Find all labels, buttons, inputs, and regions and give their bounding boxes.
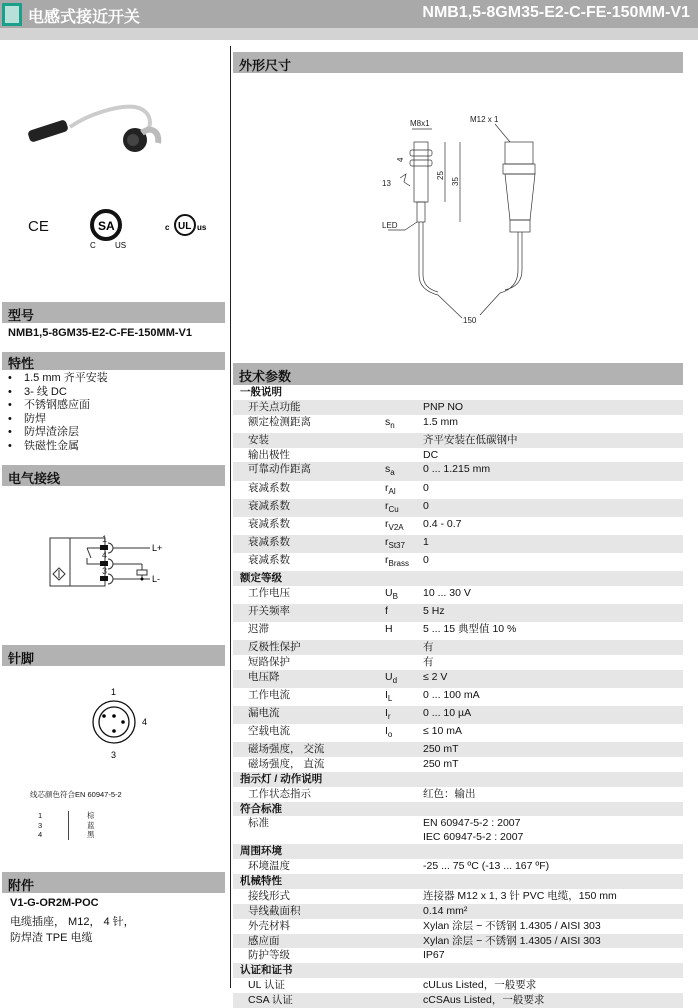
spec-symbol xyxy=(385,978,423,993)
category-title: 电感式接近开关 xyxy=(28,9,141,26)
spec-label: UL 认证 xyxy=(248,979,285,992)
spec-row xyxy=(233,742,683,757)
wire-color-row: 3 蓝 xyxy=(38,820,95,830)
spec-label: 衰减系数 xyxy=(233,535,385,553)
spec-symbol xyxy=(385,757,423,772)
spec-label: 空载电流 xyxy=(248,725,290,738)
features-heading: 特性 xyxy=(2,352,225,370)
spec-value: 连接器 M12 x 1, 3 针 PVC 电缆，150 mm xyxy=(423,889,617,902)
spec-label: 安装 xyxy=(233,433,385,448)
spec-row xyxy=(233,816,683,844)
spec-value: ≤ 10 mA xyxy=(423,725,463,738)
spec-label: 感应面 xyxy=(233,934,385,949)
spec-section-header xyxy=(233,571,683,586)
svg-text:13: 13 xyxy=(382,179,391,188)
accessory-description: 电缆插座， M12， 4 针， 防焊渣 TPE 电缆 xyxy=(10,916,135,944)
spec-value: ≤ 2 V xyxy=(423,670,683,688)
spec-row xyxy=(233,586,683,604)
wiring-heading: 电气接线 xyxy=(2,465,225,486)
spec-value: 有 xyxy=(423,656,434,668)
spec-label: 标准 xyxy=(248,817,269,830)
spec-label: 工作电压 xyxy=(248,586,290,599)
svg-text:3: 3 xyxy=(111,750,117,760)
dimensions-heading: 外形尺寸 xyxy=(233,52,683,73)
spec-value: EN 60947-5-2 : 2007 IEC 60947-5-2 : 2007 xyxy=(423,817,524,844)
spec-label: 导线截面积 xyxy=(233,904,385,919)
spec-row xyxy=(233,448,683,463)
spec-row xyxy=(233,517,683,535)
spec-value: IP67 xyxy=(423,949,445,962)
spec-value: 红色：输出 xyxy=(423,787,476,800)
spec-row xyxy=(233,724,683,742)
spec-value: cCSAus Listed，一般要求 xyxy=(423,993,683,1008)
spec-row xyxy=(233,904,683,919)
spec-row xyxy=(233,859,683,874)
spec-value: DC xyxy=(423,448,439,461)
spec-value: 10 ... 30 V xyxy=(423,586,471,599)
spec-value: cULus Listed，一般要求 xyxy=(423,979,537,992)
spec-row xyxy=(233,622,683,640)
spec-value: 0 ... 10 µA xyxy=(423,706,683,724)
column-divider xyxy=(230,46,231,988)
spec-symbol: $r_{Cu}$ xyxy=(385,499,423,517)
spec-label: 衰减系数 xyxy=(233,499,385,517)
spec-value: 5 ... 15 典型值 10 % xyxy=(423,623,517,636)
spec-row xyxy=(233,919,683,934)
spec-label: 衰减系数 xyxy=(248,481,290,494)
spec-section-header xyxy=(233,802,683,817)
spec-label: 外壳材料 xyxy=(248,919,290,932)
spec-value: 有 xyxy=(423,640,683,655)
spec-symbol xyxy=(385,889,423,904)
spec-symbol xyxy=(385,400,423,415)
spec-value: 0 ... 100 mA xyxy=(423,688,480,701)
spec-value: 齐平安装在低碳钢中 xyxy=(423,433,683,448)
spec-value: 1 xyxy=(423,535,683,553)
spec-value: PNP NO xyxy=(423,400,683,415)
spec-table xyxy=(233,385,683,1008)
spec-symbol: $U_B$ xyxy=(385,586,398,601)
svg-text:1: 1 xyxy=(102,534,108,544)
spec-row xyxy=(233,499,683,517)
model-title: NMB1,5-8GM35-E2-C-FE-150MM-V1 xyxy=(422,4,690,21)
spec-section-header xyxy=(233,874,683,889)
spec-section-header xyxy=(233,385,683,400)
spec-symbol xyxy=(385,816,423,844)
spec-label: 开关频率 xyxy=(233,604,385,622)
section-title: 认证和证书 xyxy=(233,963,683,978)
sub-bar xyxy=(0,28,698,40)
spec-symbol: H xyxy=(385,623,393,636)
spec-row xyxy=(233,433,683,448)
spec-section-header xyxy=(233,963,683,978)
spec-label: CSA 认证 xyxy=(233,993,385,1008)
spec-row xyxy=(233,553,683,571)
spec-label: 短路保护 xyxy=(248,656,290,668)
spec-row xyxy=(233,757,683,772)
spec-label: 输出极性 xyxy=(248,448,290,461)
section-title: 机械特性 xyxy=(233,874,683,889)
accessory-name: V1-G-OR2M-POC xyxy=(10,897,99,909)
spec-symbol xyxy=(385,934,423,949)
ce-mark: CE xyxy=(28,218,49,235)
wire-color-row: 1 棕 xyxy=(38,811,95,820)
spec-value: 250 mT xyxy=(423,742,683,757)
spec-label: 工作电流 xyxy=(248,688,290,701)
spec-section-header xyxy=(233,844,683,859)
spec-symbol: $U_d$ xyxy=(385,670,423,688)
spec-value: Xylan 涂层 − 不锈钢 1.4305 / AISI 303 xyxy=(423,919,601,932)
spec-row xyxy=(233,688,683,706)
spec-label: 衰减系数 xyxy=(248,553,290,566)
spec-symbol: $s_a$ xyxy=(385,462,423,480)
spec-symbol: $r_{St37}$ xyxy=(385,535,423,553)
svg-text:35: 35 xyxy=(451,177,460,186)
csa-logo xyxy=(88,208,128,250)
spec-row xyxy=(233,400,683,415)
svg-text:25: 25 xyxy=(436,171,445,180)
spec-row xyxy=(233,787,683,802)
spec-symbol xyxy=(385,433,423,448)
spec-label: 环境温度 xyxy=(248,860,290,873)
svg-text:150: 150 xyxy=(463,316,477,325)
ul-logo xyxy=(165,210,217,240)
svg-text:3: 3 xyxy=(102,566,108,576)
svg-text:C: C xyxy=(90,241,96,250)
spec-label: 磁场强度， 交流 xyxy=(233,742,385,757)
svg-text:M8x1: M8x1 xyxy=(410,119,430,128)
dimension-drawing xyxy=(370,110,550,325)
spec-row xyxy=(233,948,683,963)
spec-symbol: $s_n$ xyxy=(385,415,395,430)
spec-label: 工作状态指示 xyxy=(248,787,311,800)
spec-row xyxy=(233,670,683,688)
svg-text:LED: LED xyxy=(382,221,398,230)
spec-row xyxy=(233,640,683,655)
spec-label: 开关点功能 xyxy=(233,400,385,415)
section-title: 指示灯 / 动作说明 xyxy=(233,772,683,787)
brand-square-icon xyxy=(2,3,22,26)
accessory-heading: 附件 xyxy=(2,872,225,893)
spec-label: 电压降 xyxy=(233,670,385,688)
spec-row xyxy=(233,889,683,904)
spec-value: 0 xyxy=(423,499,683,517)
section-title: 周围环境 xyxy=(233,844,683,859)
spec-value: 5 Hz xyxy=(423,604,683,622)
spec-symbol: $r_{Brass}$ xyxy=(385,553,409,569)
spec-symbol: $I_o$ xyxy=(385,725,393,740)
wire-color-row: 4 黑 xyxy=(38,830,95,839)
svg-text:4: 4 xyxy=(396,157,405,162)
spec-row xyxy=(233,655,683,670)
spec-row xyxy=(233,934,683,949)
feature-item: • 3- 线 DC xyxy=(2,386,108,400)
model-value: NMB1,5-8GM35-E2-C-FE-150MM-V1 xyxy=(8,327,192,339)
spec-value: 0 ... 1.215 mm xyxy=(423,462,683,480)
spec-row xyxy=(233,481,683,499)
wiring-diagram xyxy=(45,530,175,610)
svg-text:4: 4 xyxy=(142,717,148,727)
svg-text:L+: L+ xyxy=(152,543,163,553)
svg-text:1: 1 xyxy=(111,687,117,697)
svg-text:UL: UL xyxy=(178,221,192,232)
svg-text:4: 4 xyxy=(102,550,108,560)
spec-symbol: f xyxy=(385,604,423,622)
spec-label: 磁场强度， 直流 xyxy=(248,758,325,771)
feature-item: • 防焊渣涂层 xyxy=(2,426,108,440)
specs-heading: 技术参数 xyxy=(233,363,683,385)
spec-symbol: $r_{V2A}$ xyxy=(385,517,404,532)
spec-symbol xyxy=(385,859,423,874)
section-title: 符合标准 xyxy=(233,802,683,817)
spec-symbol xyxy=(385,993,423,1008)
wire-color-note: 线芯颜色符合EN 60947-5-2 xyxy=(30,790,122,799)
spec-row xyxy=(233,978,683,993)
header-bar xyxy=(0,0,698,28)
spec-symbol xyxy=(385,919,423,934)
spec-value: Xylan 涂层 − 不锈钢 1.4305 / AISI 303 xyxy=(423,934,683,949)
spec-row xyxy=(233,993,683,1008)
spec-label: 反极性保护 xyxy=(233,640,385,655)
spec-label: 漏电流 xyxy=(233,706,385,724)
pinout-diagram xyxy=(85,685,155,763)
spec-section-header xyxy=(233,772,683,787)
spec-symbol xyxy=(385,904,423,919)
spec-label: 防护等级 xyxy=(248,949,290,962)
section-title: 额定等级 xyxy=(233,571,683,586)
spec-row xyxy=(233,462,683,480)
svg-text:SA: SA xyxy=(98,219,115,233)
spec-label: 迟滞 xyxy=(248,623,269,636)
svg-text:c: c xyxy=(165,223,170,232)
spec-row xyxy=(233,604,683,622)
spec-symbol xyxy=(385,742,423,757)
spec-value: 250 mT xyxy=(423,758,459,771)
spec-symbol: $I_L$ xyxy=(385,688,393,704)
feature-item: • 铁磁性金属 xyxy=(2,440,108,454)
pinout-heading: 针脚 xyxy=(2,645,225,666)
spec-value: 1.5 mm xyxy=(423,415,459,428)
spec-label: 接线形式 xyxy=(248,889,290,902)
spec-row xyxy=(233,706,683,724)
svg-text:L-: L- xyxy=(152,574,161,584)
spec-symbol xyxy=(385,787,423,802)
svg-text:US: US xyxy=(115,241,127,250)
spec-value: 0 xyxy=(423,553,429,566)
spec-row xyxy=(233,415,683,433)
spec-label: 可靠动作距离 xyxy=(233,462,385,480)
section-title: 一般说明 xyxy=(240,386,282,398)
svg-text:M12 x 1: M12 x 1 xyxy=(470,115,499,124)
spec-label: 额定检测距离 xyxy=(248,415,311,428)
spec-symbol xyxy=(385,655,423,670)
spec-symbol: $r_{Al}$ xyxy=(385,481,396,496)
spec-value: 0 xyxy=(423,481,429,494)
spec-value: -25 ... 75 ºC (-13 ... 167 ºF) xyxy=(423,860,550,873)
svg-text:us: us xyxy=(197,223,207,232)
spec-symbol xyxy=(385,448,423,463)
feature-item: • 1.5 mm 齐平安装 xyxy=(2,372,108,386)
model-heading: 型号 xyxy=(2,302,225,323)
spec-label: 衰减系数 xyxy=(248,517,290,530)
spec-value: 0.4 - 0.7 xyxy=(423,517,462,530)
spec-symbol xyxy=(385,948,423,963)
feature-item: • 不锈钢感应面 xyxy=(2,399,108,413)
spec-row xyxy=(233,535,683,553)
spec-symbol: $I_r$ xyxy=(385,706,423,724)
spec-symbol xyxy=(385,640,423,655)
features-list xyxy=(2,372,108,453)
spec-value: 0.14 mm² xyxy=(423,904,683,919)
product-photo xyxy=(20,95,170,165)
wire-color-table xyxy=(38,811,95,840)
feature-item: • 防焊 xyxy=(2,413,108,427)
